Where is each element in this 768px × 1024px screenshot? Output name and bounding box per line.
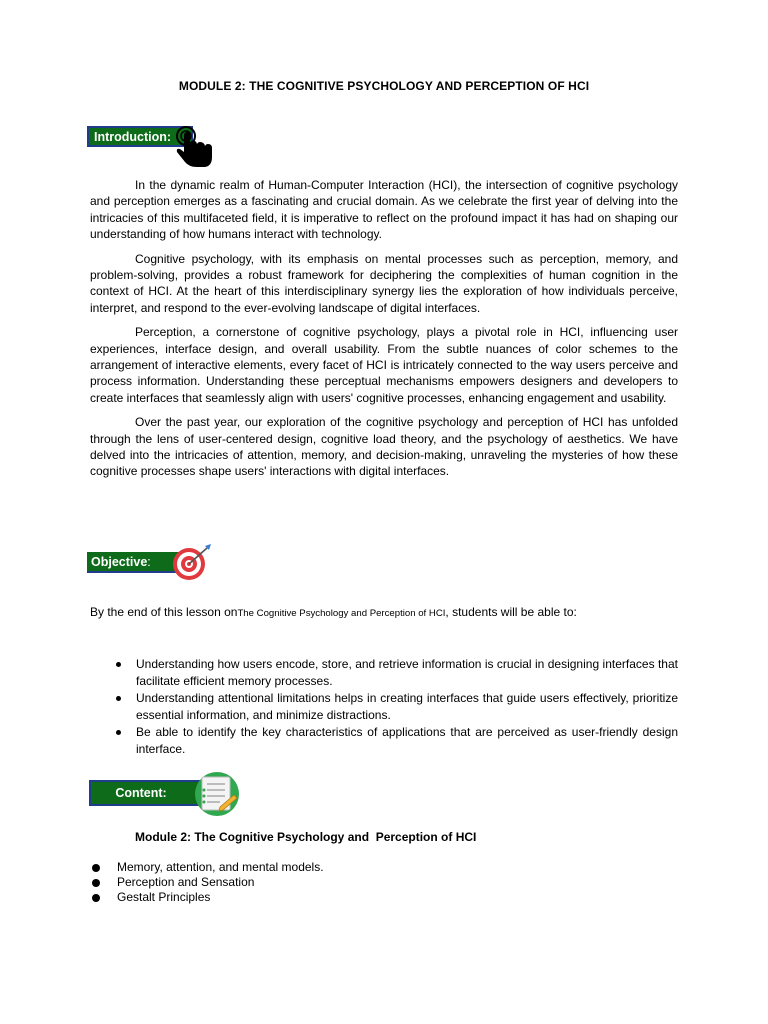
topics-list [90, 860, 324, 906]
list-item: Gestalt Principles [90, 890, 324, 905]
introduction-label: Introduction: [87, 126, 193, 147]
list-item: Understanding how users encode, store, and retrieve information is crucial in designing interfaces that facilitate efficient memory processes. [90, 656, 678, 689]
list-item: Perception and Sensation [90, 875, 324, 890]
intro-paragraph: Cognitive psychology, with its emphasis on mental processes such as perception, memory, and problem-solving, provides a robust framework for deciphering the complexities of human cognition in the context of HCI. At the heart of this interdisciplinary synergy lies the exploration of how individuals perceive, interpret, and respond to the ever-evolving landscape of digital interfaces. [90, 251, 678, 315]
objectives-list [90, 656, 678, 758]
notes-checklist-icon [192, 771, 242, 817]
list-item: Memory, attention, and mental models. [90, 860, 324, 875]
intro-paragraph: In the dynamic realm of Human-Computer Interaction (HCI), the intersection of cognitive psychology and perception emerges as a fascinating and crucial domain. As we celebrate the first year of delving into the intricacies of this multifaceted field, it is imperative to reflect on the profound impact it has had on shaping our understanding of how humans interact with technology. [90, 178, 678, 241]
intro-paragraph: Over the past year, our exploration of the cognitive psychology and perception of HCI has unfolded through the lens of user-centered design, cognitive load theory, and the psychology of aesthetics. We have delved into the intricacies of attention, memory, and decision-making, unraveling the mysteries of how these cognitive processes shape users' interactions with digital interfaces. [90, 415, 678, 479]
pointing-hand-icon [171, 126, 215, 168]
list-item: Be able to identify the key characteristics of applications that are perceived as user-friendly design interface. [90, 724, 678, 757]
objective-lead-topic: The Cognitive Psychology and Perception of HCI [237, 608, 446, 619]
objective-lead [90, 605, 577, 619]
page-title: MODULE 2: THE COGNITIVE PSYCHOLOGY AND PERCEPTION OF HCI [178, 79, 590, 93]
target-icon [169, 543, 213, 581]
objective-lead-suffix: , students will be able to: [445, 605, 577, 619]
module-heading: Module 2: The Cognitive Psychology and Perception of HCI [135, 830, 477, 844]
list-item: Understanding attentional limitations helps in creating interfaces that guide users effectively, prioritize essential information, and minimize distractions. [90, 690, 678, 723]
objective-label-text: Objective [91, 554, 148, 569]
objective-lead-prefix: By the end of this lesson on [90, 605, 238, 619]
introduction-body [90, 177, 678, 488]
intro-paragraph: Perception, a cornerstone of cognitive psychology, plays a pivotal role in HCI, influencing user experiences, interface design, and overall usability. From the subtle nuances of color schemes to the arrangement of interactive elements, every facet of HCI is intricately connected to the way users perceive and process information. Understanding these perceptual mechanisms empowers designers and developers to create interfaces that seamlessly align with users' cognitive processes, enhancing engagement and usability. [90, 325, 678, 405]
objective-label-colon: : [147, 554, 151, 569]
content-label: Content: [89, 780, 201, 806]
